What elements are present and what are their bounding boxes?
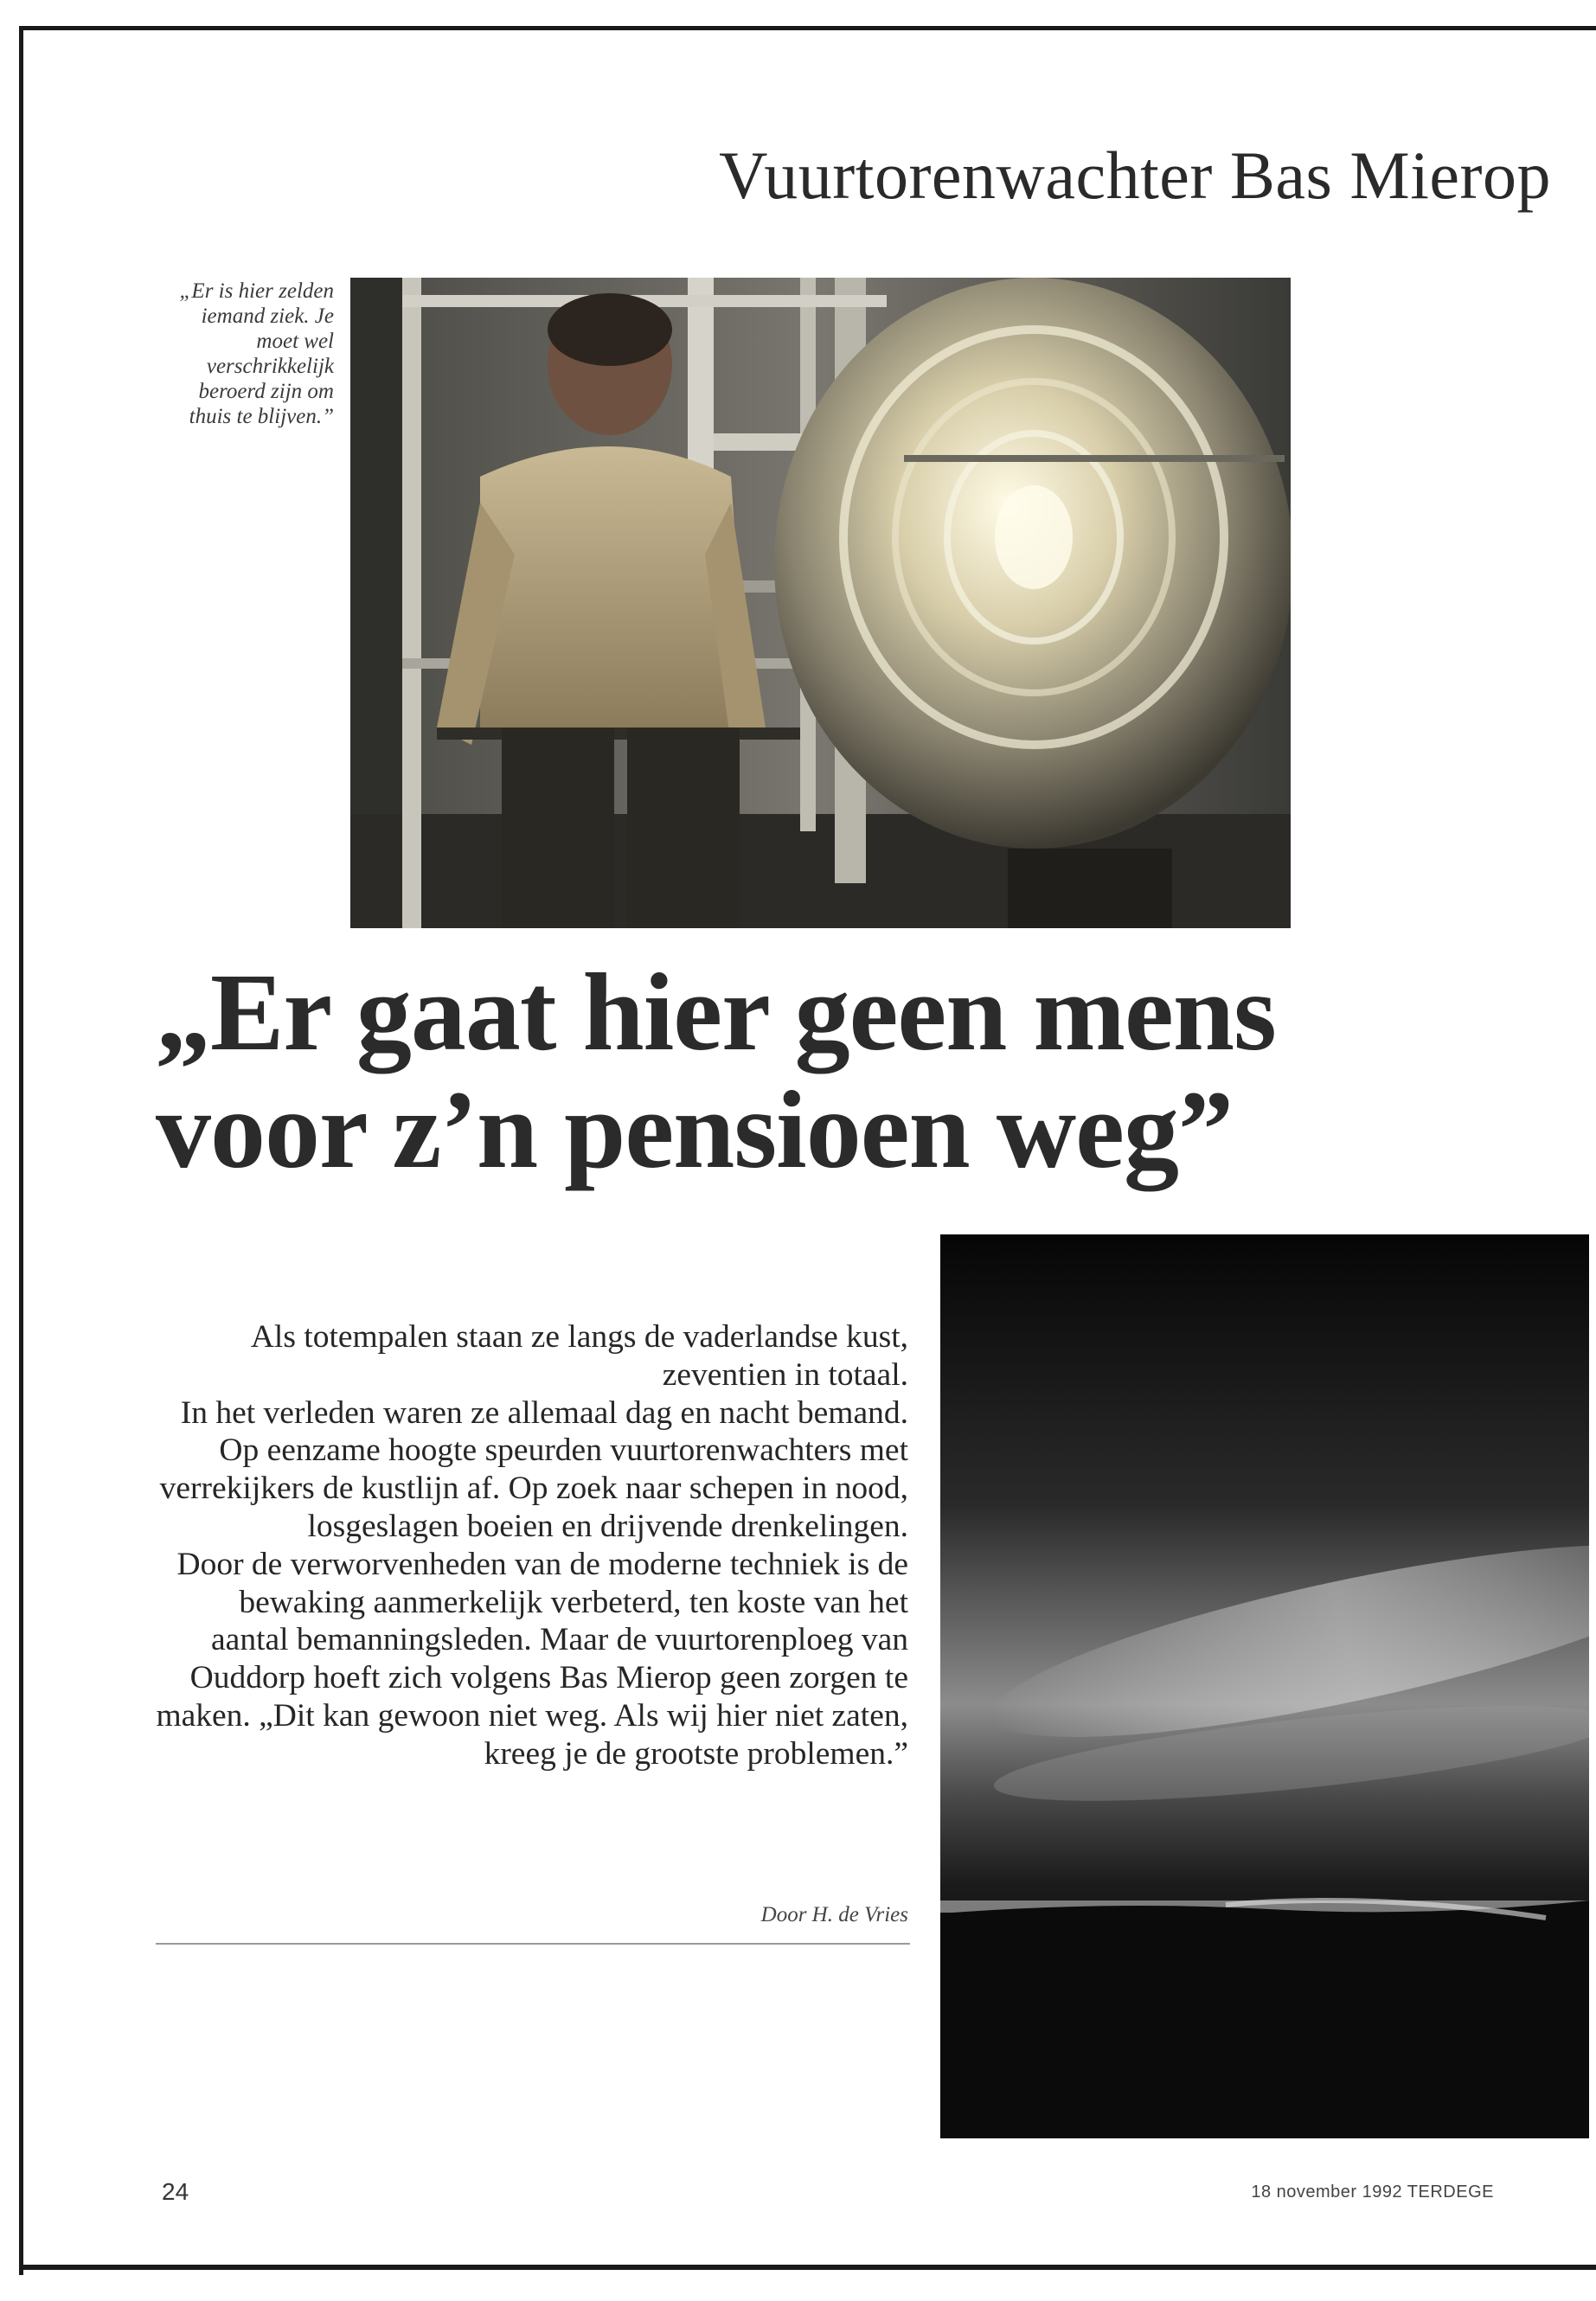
coastline-night-photo: [940, 1234, 1589, 2138]
intro-paragraph: Door de verworvenheden van de moderne techniek is de bewaking aanmerkelijk verbeterd, ten koste van het aantal bemanningsleden. Maar de vuurtorenploeg van Ouddorp hoeft zich volgens Bas Mierop geen zorgen te maken. „Dit kan gewoon niet weg. Als wij hier niet zaten, kreeg je de grootste problemen.”: [156, 1546, 908, 1772]
left-border-rule: [19, 26, 23, 2275]
lighthouse-keeper-photo: [350, 278, 1291, 928]
author-byline: Door H. de Vries: [760, 1903, 908, 1926]
bottom-border-rule: [19, 2265, 1596, 2270]
issue-footer: 18 november 1992 TERDEGE: [1251, 2182, 1494, 2202]
headline-line-1: „Er gaat hier geen mens: [156, 951, 1276, 1074]
intro-divider: [156, 1943, 910, 1945]
intro-paragraph: Als totempalen staan ze langs de vaderlandse kust, zeventien in totaal.: [250, 1319, 908, 1393]
article-headline: [156, 953, 1280, 1189]
photo-caption: „Er is hier zelden iemand ziek. Je moet wel verschrikkelijk beroerd zijn om thuis te blijven.”: [179, 279, 334, 428]
intro-paragraph: In het verleden waren ze allemaal dag en nacht bemand. Op eenzame hoogte speurden vuurtorenwachters met verrekijkers de kustlijn af. Op zoek naar schepen in nood, losgeslagen boeien en drijvende drenkelingen.: [159, 1394, 908, 1544]
article-kicker: Vuurtorenwachter Bas Mierop: [719, 138, 1551, 213]
intro-text: [156, 1318, 908, 1773]
top-border-rule: [19, 26, 1596, 30]
page-number: 24: [162, 2178, 189, 2205]
headline-line-2: voor z’n pensioen weg”: [156, 1068, 1233, 1191]
